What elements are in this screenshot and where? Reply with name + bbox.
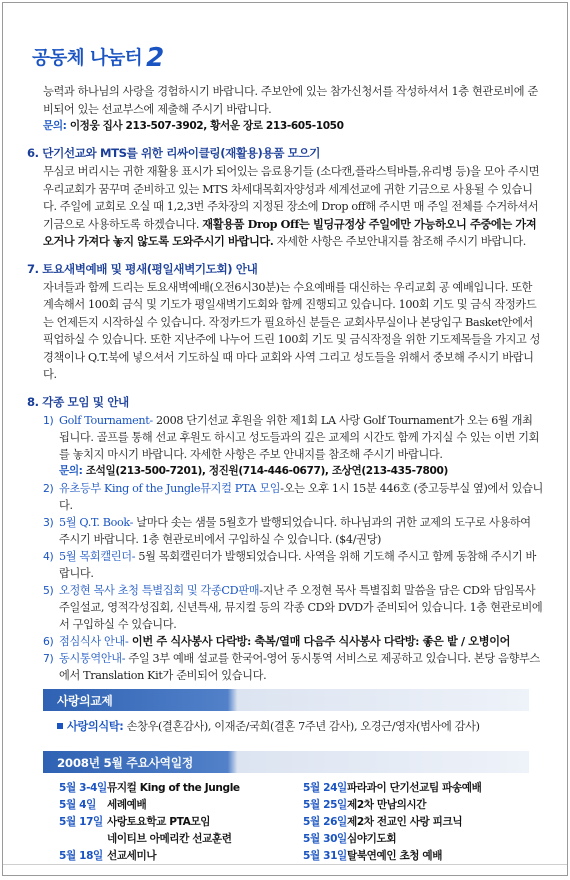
list-item: 4) 5월 목회캘린더- 5월 목회캘린더가 발행되었습니다. 사역을 위해 기도해 주시고 함께 동참해 주시기 바랍니다. — [43, 549, 536, 580]
title-number: 2 — [146, 43, 164, 73]
love-band — [43, 689, 529, 711]
schedule-row: 5월 26일 제2차 전교인 사랑 피크닉 — [303, 816, 463, 828]
schedule-row: 5월 30일 심야기도회 — [303, 833, 397, 845]
list-item: 5) 오정현 목사 초청 특별집회 및 각종CD판매-지난 주 오정현 목사 특별집회 말씀을 담은 CD와 담임목사 주일설교, 영적각성집회, 신년특새, 뮤지컬 등의 각종 CD와 DVD가 준비되어 있습니다. 1층 현관로비에서 구입하실 수 있습니다. — [43, 583, 543, 631]
schedule-row: 5월 3-4일 뮤지컬 King of the Jungle — [59, 782, 240, 794]
schedule-left — [59, 780, 299, 865]
schedule-row: 5월 17일 사랑토요학교 PTA모임 — [59, 816, 211, 828]
golf-contact: 문의: 조석일(213-500-7201), 정진원(714-446-0677), 조상연(213-435-7800) — [59, 464, 448, 477]
schedule-band-title: 2008년 5월 주요사역일정 — [57, 756, 193, 770]
square-bullet-icon — [57, 723, 63, 729]
list-item: 6) 점심식사 안내- 이번 주 식사봉사 다락방: 축복/열매 다음주 식사봉사 다락방: 좋은 밭 / 오병이어 — [43, 633, 511, 648]
schedule-row: 5월 18일 선교세미나 — [59, 850, 157, 862]
section-7-title: 7. 토요새벽예배 및 평새(평일새벽기도회) 안내 — [27, 261, 258, 276]
schedule-row: 5월 4일 세례예배 — [59, 799, 147, 811]
main-content — [27, 83, 544, 684]
section-7-text: 자녀들과 함께 드리는 토요새벽예배(오전6시30분)는 수요예배를 대신하는 우리교회 공 예배입니다. 또한 계속해서 100회 금식 및 기도가 평일새벽기도회와 함께 진행되고 있습니다. 100회 기도 및 금식 작정카드는 언제든지 시작하실 수 있습니다. 작정카드가 필요하신 분들은 교회사무실이나 본당입구 Basket안에서 픽업하실 수 있습니다. 또한 지난주에 나누어 드린 100회 기도 및 금식작정을 위한 기도제목들을 가지고 성경책이나 Q.T.북에 넣으셔서 기도하실 때 마다 교회와 사역 그리고 성도들을 위해서 중보해 주시기 바랍니다. — [43, 280, 541, 381]
list-item: 3) 5월 Q.T. Book- 날마다 솟는 샘물 5월호가 발행되었습니다. 하나님과의 귀한 교제의 도구로 사용하여 주시기 바랍니다. 1층 현관로비에서 구입하실 수 있습니다. ($4/권당) — [43, 515, 531, 546]
page-title: 공동체 나눔터 2 — [32, 43, 164, 73]
bottom-divider — [3, 864, 567, 865]
schedule-right — [303, 780, 543, 865]
section-8-title: 8. 각종 모임 및 안내 — [27, 394, 129, 409]
intro-contact: 문의: 이정웅 집사 213-507-3902, 황서운 장로 213-605-1050 — [43, 120, 344, 132]
schedule-row: 5월 24일 파라과이 단기선교팀 파송예배 — [303, 782, 482, 794]
list-item: 1) Golf Tournament- 2008 단기선교 후원을 위한 제1회 LA 사랑 Golf Tournament가 오는 6월 개최됩니다. 골프를 통해 선교 후원도 하시고 성도들과의 깊은 교제의 시간도 함께 가지실 수 있는 이번 기회를 놓치지 마시기 바랍니다. 자세한 사항은 주보 안내지를 참조해 주시기 바랍니다. — [43, 413, 540, 461]
schedule-row: 5월 25일 제2차 만남의시간 — [303, 799, 427, 811]
list-item: 2) 유초등부 King of the Jungle뮤지컬 PTA 모임-오는 오후 1시 15분 446호 (중고등부실 옆)에서 있습니다. — [43, 481, 544, 512]
schedule-row: 5월 31일 탈북연예인 초청 예배 — [303, 850, 443, 862]
section-6-text: 무심코 버리시는 귀한 재활용 표시가 되어있는 음료용기들 (소다캔,플라스틱바틀,유리병 등)을 모아 주시면 우리교회가 꿈꾸며 준비하고 있는 MTS 차세대목회자양성과 세계선교에 귀한 기금으로 사용될 수 있습니다. 주일에 교회로 오실 때 1,2,3번 주차장의 지정된 장소에 Drop off해 주시면 매 주일 전체를 수거하셔서 기금으로 사용하도록 하겠습니다. 재활용품 Drop Off는 빌딩규정상 주일에만 가능하오니 주중에는 가져오거나 가져다 놓지 않도록 도와주시기 바랍니다. 자세한 사항은 주보안내지를 참조해 주시기 바랍니다. — [43, 165, 540, 248]
love-table: 사랑의식탁: 손창우(결혼감사), 이재준/국희(결혼 7주년 감사), 오경근/영자(범사에 감사) — [57, 718, 480, 734]
list-item: 7) 동시통역안내- 주일 3부 예배 설교를 한국어-영어 동시통역 서비스로 제공하고 있습니다. 본당 음향부스에서 Translation Kit가 준비되어 있습니다. — [43, 651, 540, 682]
bulletin-page — [2, 2, 568, 876]
love-band-title: 사랑의교제 — [57, 694, 113, 708]
intro-text: 능력과 하나님의 사랑을 경험하시기 바랍니다. 주보안에 있는 참가신청서를 작성하셔서 1층 현관로비에 준비되어 있는 선교부스에 제출해 주시기 바랍니다. — [43, 85, 538, 116]
schedule-band — [43, 751, 529, 773]
section-6-title: 6. 단기선교와 MTS를 위한 리싸이클링(재활용)용품 모으기 — [27, 146, 321, 160]
schedule-row: 네이티브 아메리칸 선교훈련 — [107, 833, 232, 845]
